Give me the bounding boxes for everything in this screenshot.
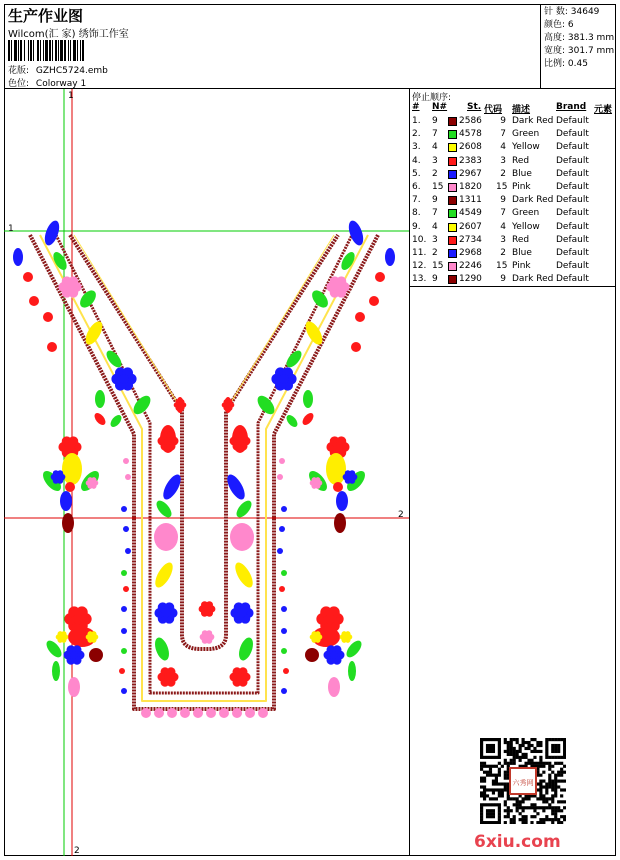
motif-flower xyxy=(325,614,335,624)
row-needle: 15 xyxy=(432,261,444,272)
motif-flower xyxy=(204,606,210,612)
row-needle: 3 xyxy=(432,155,438,166)
motif-blob xyxy=(351,342,361,352)
color-swatch xyxy=(448,157,457,166)
motif-leaf xyxy=(152,636,171,663)
color-swatch xyxy=(448,143,457,152)
motif-blob xyxy=(65,482,75,492)
motif-leaf xyxy=(303,390,313,408)
motif-flower xyxy=(334,443,343,452)
row-needle: 4 xyxy=(432,142,438,153)
stat-scale: 比例: 0.45 xyxy=(544,59,588,69)
colorway-label: 色位: xyxy=(8,79,30,89)
motif-leaf xyxy=(328,677,340,697)
row-needle: 4 xyxy=(432,221,438,232)
row-index: 8. xyxy=(412,208,421,219)
motif-flower xyxy=(60,635,65,640)
motif-blob xyxy=(281,648,287,654)
motif-blob xyxy=(281,570,287,576)
scallop xyxy=(180,708,190,718)
row-desc: Blue xyxy=(512,168,532,179)
color-swatch xyxy=(448,209,457,218)
row-desc: Dark Red xyxy=(512,195,554,206)
stat-stitches: 针 数: 34649 xyxy=(544,7,600,17)
motif-blob xyxy=(121,648,127,654)
row-brand: Default xyxy=(556,129,589,140)
col-stitches: St. xyxy=(467,102,482,112)
color-swatch xyxy=(448,236,457,245)
motif-flower xyxy=(164,673,172,681)
motif-leaf xyxy=(326,453,346,485)
row-index: 10. xyxy=(412,234,427,245)
motif-leaf xyxy=(60,491,72,511)
col-index: # xyxy=(412,102,420,112)
scallop xyxy=(167,708,177,718)
motif-leaf xyxy=(309,287,331,310)
row-brand: Default xyxy=(556,261,589,272)
motif-blob xyxy=(89,648,103,662)
row-code: 4 xyxy=(500,142,506,153)
scallop xyxy=(206,708,216,718)
motif-blob xyxy=(123,458,129,464)
row-stitches: 2607 xyxy=(459,221,482,232)
motif-blob xyxy=(43,312,53,322)
motif-leaf xyxy=(284,413,299,429)
table-row xyxy=(412,221,612,234)
motif-blob xyxy=(355,312,365,322)
motif-blob xyxy=(277,474,283,480)
motif-leaf xyxy=(62,453,82,485)
row-brand: Default xyxy=(556,208,589,219)
motif-leaf xyxy=(385,248,395,266)
row-code: 15 xyxy=(496,182,508,192)
table-row xyxy=(412,273,612,286)
row-needle: 7 xyxy=(432,129,438,140)
scallop xyxy=(141,708,151,718)
motif-blob xyxy=(123,586,129,592)
row-stitches: 2586 xyxy=(459,116,482,126)
row-index: 6. xyxy=(412,182,421,192)
guide-label-v1: 1 xyxy=(68,91,74,101)
color-swatch xyxy=(448,130,457,139)
row-index: 1. xyxy=(412,116,421,126)
motif-flower xyxy=(236,673,244,681)
table-row xyxy=(412,155,612,168)
row-stitches: 2967 xyxy=(459,168,482,179)
row-code: 2 xyxy=(500,168,506,179)
stat-colors: 颜色: 6 xyxy=(544,20,574,30)
motif-flower xyxy=(178,403,183,408)
scallop xyxy=(245,708,255,718)
motif-blob xyxy=(47,342,57,352)
motif-leaf xyxy=(348,661,356,681)
motif-blob xyxy=(281,628,287,634)
motif-flower xyxy=(90,635,95,640)
table-row xyxy=(412,207,612,220)
motif-flower xyxy=(66,443,75,452)
scallop xyxy=(232,708,242,718)
scallop xyxy=(193,708,203,718)
motif-leaf xyxy=(300,411,315,427)
motif-blob xyxy=(369,296,379,306)
motif-leaf xyxy=(154,498,175,520)
motif-leaf xyxy=(52,661,60,681)
row-stitches: 4578 xyxy=(459,129,482,140)
row-code: 3 xyxy=(500,234,506,245)
row-brand: Default xyxy=(556,155,589,166)
qr-stamp: 六秀网 xyxy=(512,779,534,787)
color-swatch xyxy=(448,183,457,192)
row-stitches: 4549 xyxy=(459,208,482,219)
motif-leaf xyxy=(236,636,255,663)
embroidery-preview xyxy=(4,89,410,856)
motif-flower xyxy=(55,474,61,480)
row-index: 13. xyxy=(412,274,427,285)
design-canvas xyxy=(4,89,410,856)
row-brand: Default xyxy=(556,221,589,232)
motif-blob xyxy=(121,570,127,576)
motif-leaf xyxy=(62,513,74,533)
motif-blob xyxy=(305,648,319,662)
table-row xyxy=(412,181,612,194)
row-needle: 15 xyxy=(432,182,444,192)
row-brand: Default xyxy=(556,168,589,179)
row-code: 9 xyxy=(500,195,506,206)
scallop xyxy=(154,708,164,718)
motif-flower xyxy=(90,481,95,486)
row-code: 3 xyxy=(500,155,506,166)
motif-blob xyxy=(279,526,285,532)
row-desc: Green xyxy=(512,208,540,219)
motif-blob xyxy=(281,506,287,512)
guide-label-h2: 2 xyxy=(398,510,404,520)
motif-flower xyxy=(164,437,172,445)
motif-flower xyxy=(344,635,349,640)
motif-flower xyxy=(70,651,78,659)
color-swatch xyxy=(448,223,457,232)
row-index: 5. xyxy=(412,168,421,179)
row-desc: Dark Red xyxy=(512,116,554,126)
row-code: 4 xyxy=(500,221,506,232)
row-brand: Default xyxy=(556,195,589,206)
stat-width: 宽度: 301.7 mm xyxy=(544,46,615,56)
motif-blob xyxy=(333,482,343,492)
motif-blob xyxy=(277,548,283,554)
guide-label-h1: 1 xyxy=(8,224,14,234)
row-brand: Default xyxy=(556,182,589,192)
row-code: 2 xyxy=(500,248,506,258)
colorway-line xyxy=(8,76,86,89)
col-element: 元素 xyxy=(594,105,613,115)
row-stitches: 2734 xyxy=(459,234,482,245)
row-index: 7. xyxy=(412,195,421,206)
row-index: 3. xyxy=(412,142,421,153)
row-brand: Default xyxy=(556,274,589,285)
stat-height: 高度: 381.3 mm xyxy=(544,33,615,43)
motif-flower xyxy=(66,283,75,292)
pattern-label: 花版: xyxy=(8,66,30,76)
row-desc: Green xyxy=(512,129,540,140)
motif-flower xyxy=(236,437,244,445)
table-row xyxy=(412,128,612,141)
row-brand: Default xyxy=(556,116,589,126)
row-desc: Yellow xyxy=(512,142,540,153)
row-needle: 9 xyxy=(432,274,438,285)
row-code: 9 xyxy=(500,274,506,285)
motif-leaf xyxy=(108,413,123,429)
scallop xyxy=(219,708,229,718)
motif-blob xyxy=(121,688,127,694)
row-stitches: 1290 xyxy=(459,274,482,285)
motif-flower xyxy=(279,374,289,384)
row-index: 9. xyxy=(412,221,421,232)
row-needle: 9 xyxy=(432,116,438,126)
motif-leaf xyxy=(92,411,107,427)
row-brand: Default xyxy=(556,234,589,245)
row-index: 4. xyxy=(412,155,421,166)
row-index: 2. xyxy=(412,129,421,140)
motif-flower xyxy=(314,481,319,486)
color-swatch xyxy=(448,249,457,258)
motif-blob xyxy=(23,272,33,282)
guide-label-v2: 2 xyxy=(74,846,80,856)
row-brand: Default xyxy=(556,142,589,153)
row-code: 7 xyxy=(500,208,506,219)
table-row xyxy=(412,194,612,207)
motif-leaf xyxy=(152,560,176,590)
header-panel xyxy=(4,4,541,89)
motif-leaf xyxy=(230,523,254,551)
motif-blob xyxy=(279,458,285,464)
motif-blob xyxy=(283,668,289,674)
stop-sequence-panel xyxy=(410,89,616,287)
row-stitches: 1820 xyxy=(459,182,482,192)
row-desc: Red xyxy=(512,234,530,245)
motif-leaf xyxy=(68,677,80,697)
motif-flower xyxy=(330,651,338,659)
row-needle: 7 xyxy=(432,208,438,219)
row-index: 12. xyxy=(412,261,427,272)
table-header xyxy=(412,102,612,113)
color-swatch xyxy=(448,196,457,205)
col-needle: N# xyxy=(432,102,448,112)
motif-leaf xyxy=(13,248,23,266)
row-desc: Dark Red xyxy=(512,274,554,285)
motif-leaf xyxy=(334,513,346,533)
row-desc: Pink xyxy=(512,261,531,272)
table-row xyxy=(412,234,612,247)
table-row xyxy=(412,141,612,154)
stop-sequence-title: 停止顺序: xyxy=(412,93,452,103)
motif-flower xyxy=(314,635,319,640)
sheet-title: 生产作业图 xyxy=(8,7,84,25)
table-row xyxy=(412,247,612,260)
row-desc: Red xyxy=(512,155,530,166)
table-row xyxy=(412,115,612,128)
studio-name: Wilcom(汇 家) 绣饰工作室 xyxy=(8,29,129,40)
watermark-logo: 6xiu.com xyxy=(474,832,561,852)
motif-blob xyxy=(125,548,131,554)
row-desc: Blue xyxy=(512,248,532,258)
motif-flower xyxy=(204,634,210,640)
motif-flower xyxy=(334,283,343,292)
color-swatch xyxy=(448,117,457,126)
color-swatch xyxy=(448,275,457,284)
row-code: 9 xyxy=(500,116,506,126)
motif-flower xyxy=(347,474,353,480)
row-needle: 2 xyxy=(432,248,438,258)
barcode xyxy=(8,40,158,61)
motif-blob xyxy=(281,688,287,694)
table-row xyxy=(412,168,612,181)
row-code: 7 xyxy=(500,129,506,140)
stats-panel xyxy=(541,4,616,89)
motif-leaf xyxy=(154,523,178,551)
motif-blob xyxy=(123,526,129,532)
row-stitches: 2383 xyxy=(459,155,482,166)
row-stitches: 2968 xyxy=(459,248,482,258)
motif-blob xyxy=(279,586,285,592)
colorway-value: Colorway 1 xyxy=(35,79,87,89)
qr-code xyxy=(480,738,566,824)
col-desc: 描述 xyxy=(512,105,531,115)
motif-flower xyxy=(238,609,247,618)
row-needle: 2 xyxy=(432,168,438,179)
pattern-line xyxy=(8,63,108,76)
motif-blob xyxy=(119,668,125,674)
row-code: 15 xyxy=(496,261,508,272)
row-desc: Pink xyxy=(512,182,531,192)
motif-blob xyxy=(121,506,127,512)
row-needle: 3 xyxy=(432,234,438,245)
color-swatch xyxy=(448,170,457,179)
motif-blob xyxy=(125,474,131,480)
col-code: 代码 xyxy=(484,105,503,115)
motif-blob xyxy=(375,272,385,282)
motif-blob xyxy=(29,296,39,306)
color-swatch xyxy=(448,262,457,271)
row-needle: 9 xyxy=(432,195,438,206)
motif-flower xyxy=(119,374,129,384)
motif-blob xyxy=(281,606,287,612)
motif-flower xyxy=(73,614,83,624)
row-stitches: 2608 xyxy=(459,142,482,153)
table-row xyxy=(412,260,612,273)
scallop xyxy=(258,708,268,718)
motif-leaf xyxy=(234,498,255,520)
motif-flower xyxy=(162,609,171,618)
motif-leaf xyxy=(336,491,348,511)
row-desc: Yellow xyxy=(512,221,540,232)
row-index: 11. xyxy=(412,248,427,258)
motif-flower xyxy=(226,403,231,408)
row-brand: Default xyxy=(556,248,589,258)
pattern-value: GZHC5724.emb xyxy=(35,66,108,76)
col-brand: Brand xyxy=(556,102,587,112)
motif-blob xyxy=(121,628,127,634)
row-stitches: 1311 xyxy=(459,195,482,206)
motif-leaf xyxy=(232,560,256,590)
motif-leaf xyxy=(77,287,99,310)
motif-blob xyxy=(121,606,127,612)
motif-leaf xyxy=(95,390,105,408)
row-stitches: 2246 xyxy=(459,261,482,272)
